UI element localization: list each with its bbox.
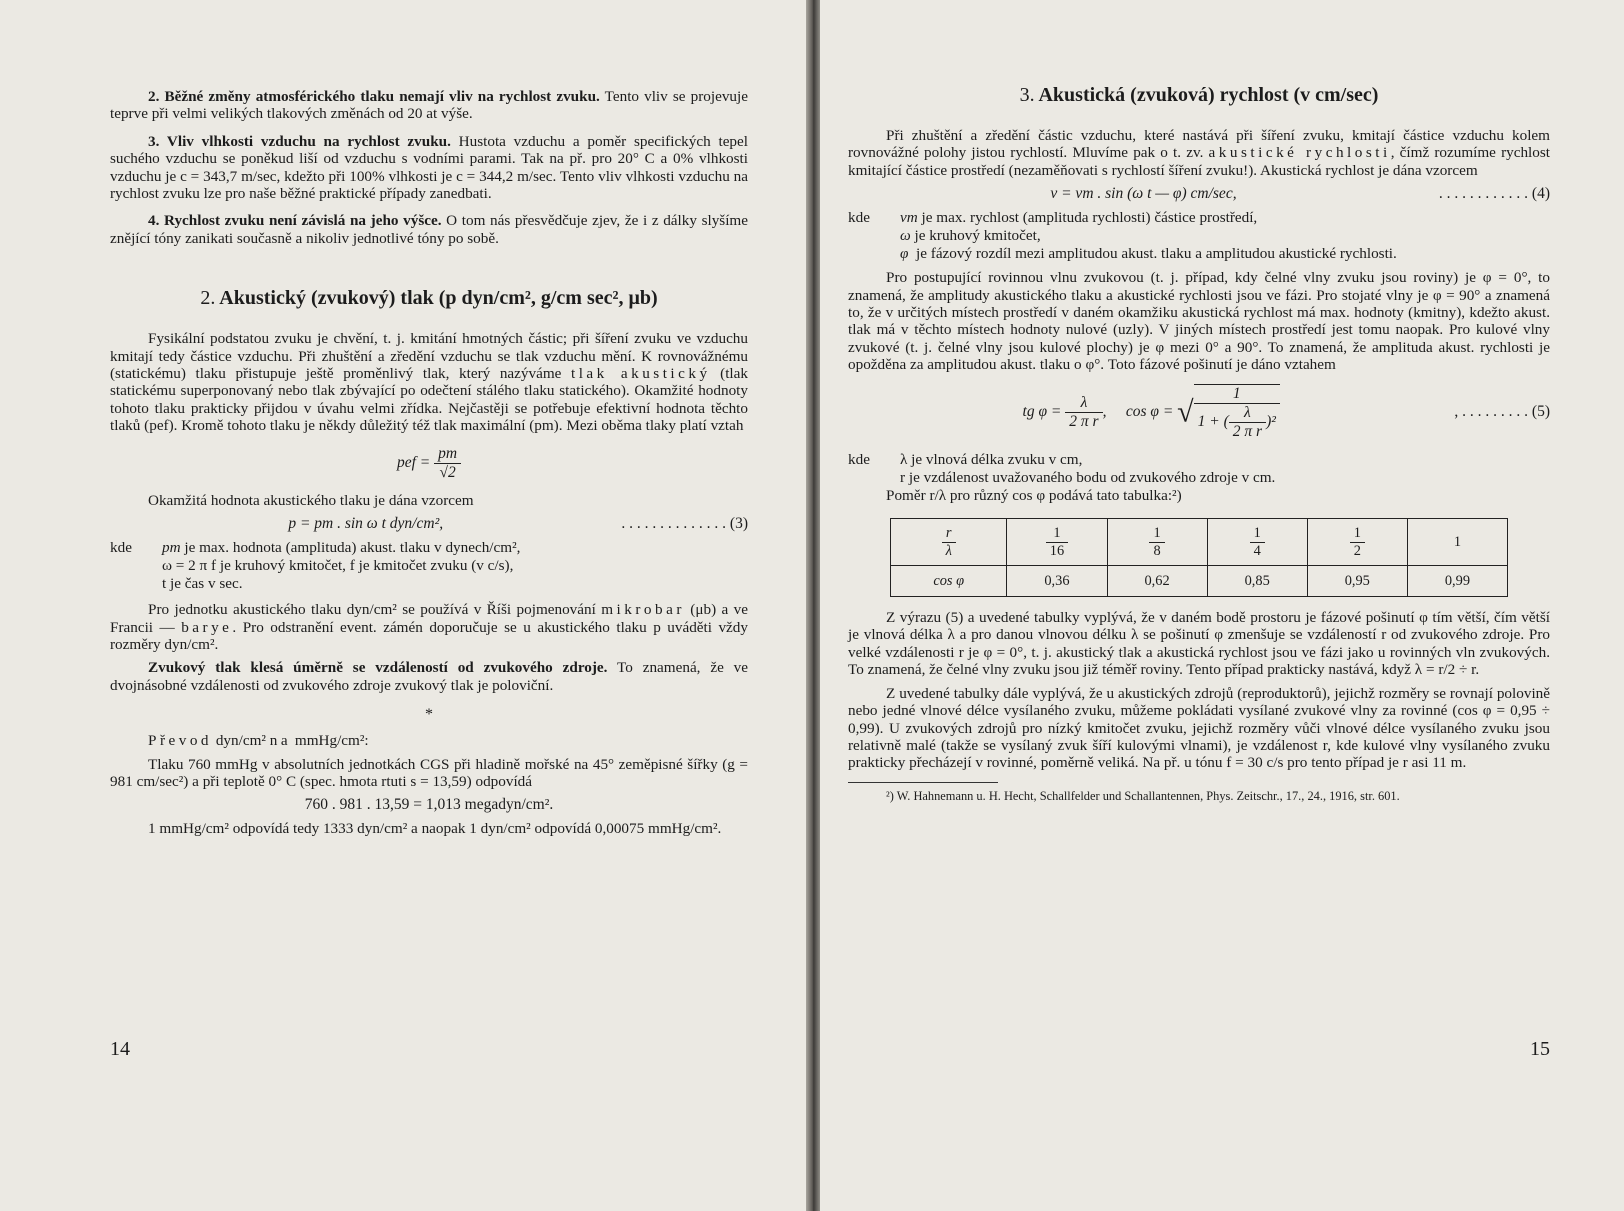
equation-3: p = pm . sin ω t dyn/cm², . . . . . . . . . . . . . . (3) xyxy=(288,515,748,533)
formula-megadyn: 760 . 981 . 13,59 = 1,013 megadyn/cm². xyxy=(304,796,554,814)
paragraph-humidity: 3. Vliv vlhkosti vzduchu na rychlost zvuku. Hustota vzduchu a poměr specifických tepel suchého vzduchu se poněkud liší od vzduchu s vodními parami. Tak na př. pro 20° C a 0% vlhkosti vzduchu je c = 343,7 m/sec, kdežto při 100% vlhkosti je c = 344,2 m/sec. Tento vliv vlhkosti vzduchu na rychlost zvuku lze pro naše běžné praktické případy zanedbati. xyxy=(110,132,748,203)
paragraph-conversion: Tlaku 760 mmHg v absolutních jednotkách CGS při hladině mořské na 45° zeměpisné šířky (g = 981 cm/sec²) a při teplotě 0° C (spec. hmota rtuti s = 13,59) odpovídá xyxy=(110,755,748,790)
paragraph-pitch: 4. Rychlost zvuku není závislá na jeho výšce. O tom nás přesvědčuje zjev, že i z dálky slyšíme znějící tóny zanikati současně a nikoliv jednotlivé tóny po sobě. xyxy=(110,212,748,247)
section-heading-velocity: 3. Akustická (zvuková) rychlost (v cm/sec) xyxy=(1019,84,1379,106)
paragraph-velocity-intro: Při zhuštění a zředění částic vzduchu, které nastává při šíření zvuku, kmitají částice vzduchu kolem rovnovážné polohy jistou rychlostí. Mluvíme pak o t. zv. akustické rychlosti, čímž rozumíme rychlost kmitající částice prostředí (nezaměňovati s rychlostí šíření zvuku!). Akustická rychlost je dána vzorcem xyxy=(848,127,1551,179)
equation-4: v = vm . sin (ω t — φ) cm/sec, . . . . . . . . . . . . (4) xyxy=(1050,185,1550,203)
page-number-left: 14 xyxy=(110,1038,130,1060)
footnote-rule xyxy=(848,782,998,783)
paragraph-units: Pro jednotku akustického tlaku dyn/cm² se používá v Říši pojmenování mikrobar (μb) a ve Francii — barye. Pro odstranění event. zámén doporučuje se u akustického tlaku p uváděti vždy rozměry dyn/cm². xyxy=(110,601,748,653)
paragraph-barometric: 2. Běžné změny atmosférického tlaku nemají vliv na rychlost zvuku. Tento vliv se projevuje teprve při velmi velikých tlakových změnách od 20 at výše. xyxy=(110,88,748,123)
paragraph-conversion-title: Převod dyn/cm² na mmHg/cm²: xyxy=(148,732,369,750)
definitions-pressure: kde pm je max. hodnota (amplituda) akust. tlaku v dynech/cm², ω = 2 π f je kruhový kmitočet, f je kmitočet zvuku (v c/s), t je čas v sec. xyxy=(110,539,521,593)
paragraph-instantaneous: Okamžitá hodnota akustického tlaku je dána vzorcem xyxy=(148,491,474,509)
table-row: cos φ 0,36 0,62 0,85 0,95 0,99 xyxy=(891,566,1508,597)
paragraph-phase-shift: Z výrazu (5) a uvedené tabulky vyplývá, že v daném bodě prostoru je fázové pošinutí φ tím větší, čím větší je vlnová délka λ a pro danou vlnovou délku λ se pošinutí φ zmenšuje se vzdáleností r od zvukového zdroje. Pro velké vzdálenosti r je φ = 0°, t. j. akustický tlak a akustická rychlost jsou ve fázi jako u rovinných vln zvukových. To znamená, že čelné vlny zvuku jsou již téměř roviny. Tento případ prakticky nastává, když λ = r/2 ÷ r. xyxy=(848,609,1550,679)
paragraph-mmhg: 1 mmHg/cm² odpovídá tedy 1333 dyn/cm² a naopak 1 dyn/cm² odpovídá 0,00075 mmHg/cm². xyxy=(148,820,722,838)
footnote: ²) W. Hahnemann u. H. Hecht, Schallfelder und Schallantennen, Phys. Zeitschr., 17., 24., 1916, str. 601. xyxy=(886,788,1400,803)
book-gutter xyxy=(806,0,820,1211)
formula-effective-pressure: pef = $\frac{pm}{√2}$ xyxy=(110,445,748,482)
equation-5: tg φ = $\frac{\lambda}{\text{2 π r}}$ , cos φ = √ 1 1 + ( $\frac{\lambda}{\text{2 π r}}$ )² , . . . . . . . . . (5) xyxy=(1022,384,1550,440)
definitions-velocity: kde vm je max. rychlost (amplituda rychlosti) částice prostředí, ω je kruhový kmitočet, φ je fázový rozdíl mezi amplitudou akust. tlaku a amplitudou akustické rychlosti. xyxy=(848,209,1397,263)
page-number-right: 15 xyxy=(1530,1038,1550,1060)
paragraph-distance: Zvukový tlak klesá úměrně se vzdáleností od zvukového zdroje. To znamená, že ve dvojnásobné vzdálenosti od zvukového zdroje zvukový tlak je poloviční. xyxy=(110,659,748,694)
paragraph-physics: Fysikální podstatou zvuku je chvění, t. j. kmitání hmotných částic; při šíření zvuku ve vzduchu kmitají tedy částice vzduchu. Při zhuštění a zředění vzduchu se tlak vzduchu mění. K rovnovážnému (statickému) tlaku přistupuje ještě proměnlivý tlak, který nazýváme tlak akustický (tlak statickému superponovaný nebo tlak zbývající po odečtení stálého tlaku statického). Okamžité hodnoty tohoto tlaku prakticky přijdou v úvahu velmi zřídka. Nejčastěji se potřebuje efektivní hodnota těchto tlaků (pef). Kromě tohoto tlaku je někdy důležitý též tlak maximální (pm). Mezi oběma tlaky platí vztah xyxy=(110,330,748,435)
ratio-table xyxy=(890,518,1508,597)
paragraph-table-intro: Poměr r/λ pro různý cos φ podává tato tabulka:²) xyxy=(886,486,1182,504)
section-heading-pressure: 2. Akustický (zvukový) tlak (p dyn/cm², g/cm sec², μb) xyxy=(200,287,658,310)
definitions-wavelength: kde λ je vlnová délka zvuku v cm, r je vzdálenost uvažovaného bodu od zvukového zdroje v cm. xyxy=(848,450,1276,486)
paragraph-plane-waves: Pro postupující rovinnou vlnu zvukovou (t. j. případ, kdy čelné vlny zvuku jsou roviny) je φ = 0°, to znamená, že amplitudy akustického tlaku a akustické rychlosti jsou ve fázi. Pro stojaté vlny je φ = 90° a znamená to, že v určitých místech prostředí v daném okamžiku akustická rychlost má max. hodnoty (kmitny), kdežto akust. tlak má v těchto místech hodnoty nulové (uzly). V jiných místech prostředí jest tomu naopak. Pro kulové vlny zvukové (t. j. čelné vlny jsou kulové plochy) je φ mezi 0° a 90°. To znamená, že amplituda akust. rychlosti je opožděna za amplitudou akust. tlaku o φ°. Toto fázové pošinutí je dáno vztahem xyxy=(848,269,1550,374)
right-page xyxy=(820,0,1624,1211)
left-page xyxy=(0,0,806,1211)
table-row: $\frac{r}{\lambda}$ $\frac{1}{16}$ $\frac{1}{8}$ $\frac{1}{4}$ $\frac{1}{2}$ 1 xyxy=(891,519,1508,566)
section-separator: * xyxy=(425,706,433,724)
paragraph-loudspeakers: Z uvedené tabulky dále vyplývá, že u akustických zdrojů (reproduktorů), jejichž rozměry se rovnají polovině nebo jedné vlnové délce vysílaného zvuku, můžeme pokládati vysílané zvukové vlny za rovinné (cos φ = 0,95 ÷ 0,99). U zvukových zdrojů pro nízký kmitočet zvuku, jejichž rozměry vůči vlnové délce vysílaného zvuku jsou relativně malé (takže se vysílaný zvuk šíří kulovými vlnami), je vzdálenost r, kde kulové vlny vysílaného zvuku prakticky přecházejí v rovinné, poměrně veliká. Na př. u tónu f = 30 c/s pro tento případ je r asi 11 m. xyxy=(848,684,1550,772)
